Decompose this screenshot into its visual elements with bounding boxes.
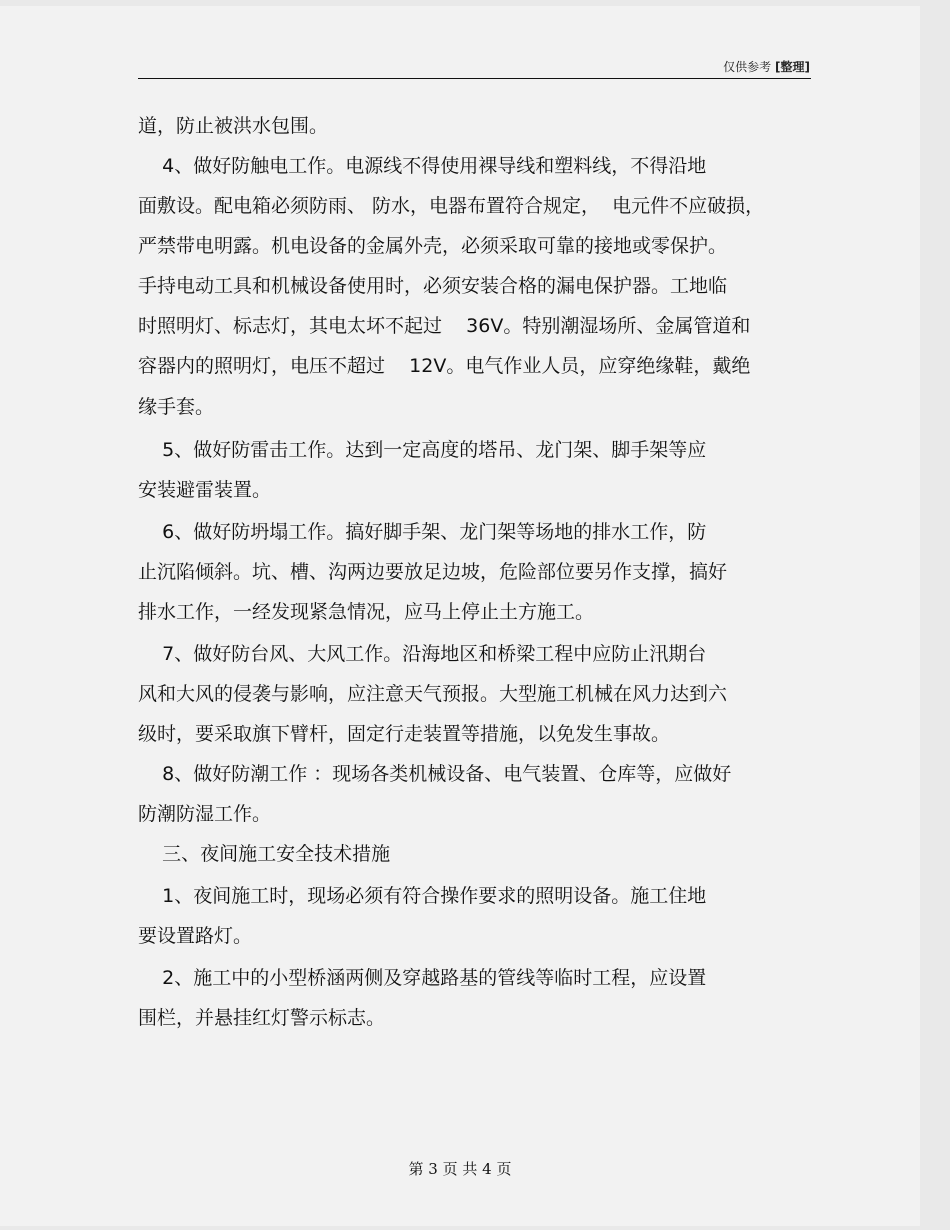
page-header xyxy=(723,58,810,75)
text-line: 手持电动工具和机械设备使用时，必须安装合格的漏电保护器。工地临 xyxy=(138,275,728,297)
document-page xyxy=(0,6,920,1226)
header-prefix: 仅供参考 xyxy=(723,60,772,74)
text-line: 时照明灯、标志灯，其电太坏不起过 36V。特别潮湿场所、金属管道和 xyxy=(138,315,751,337)
header-rule xyxy=(138,78,811,79)
header-tag: [整理] xyxy=(775,60,810,74)
text-line: 5、做好防雷击工作。达到一定高度的塔吊、龙门架、脚手架等应 xyxy=(138,439,707,461)
text-line: 7、做好防台风、大风工作。沿海地区和桥梁工程中应防止汛期台 xyxy=(138,643,707,665)
text-line: 风和大风的侵袭与影响，应注意天气预报。大型施工机械在风力达到六 xyxy=(138,683,728,705)
text-line: 止沉陷倾斜。坑、槽、沟两边要放足边坡，危险部位要另作支撑，搞好 xyxy=(138,561,728,583)
text-line: 容器内的照明灯，电压不超过 12V。电气作业人员，应穿绝缘鞋，戴绝 xyxy=(138,355,751,377)
text-line: 缘手套。 xyxy=(138,396,215,418)
text-line: 要设置路灯。 xyxy=(138,925,253,947)
text-line: 严禁带电明露。机电设备的金属外壳，必须采取可靠的接地或零保护。 xyxy=(138,235,728,257)
text-line: 防潮防湿工作。 xyxy=(138,803,272,825)
text-line: 道，防止被洪水包围。 xyxy=(138,115,329,137)
text-line: 围栏，并悬挂红灯警示标志。 xyxy=(138,1007,386,1029)
text-line: 排水工作，一经发现紧急情况，应马上停止土方施工。 xyxy=(138,601,595,623)
text-line: 6、做好防坍塌工作。搞好脚手架、龙门架等场地的排水工作，防 xyxy=(138,521,707,543)
text-line: 2、施工中的小型桥涵两侧及穿越路基的管线等临时工程，应设置 xyxy=(138,967,707,989)
text-line: 安装避雷装置。 xyxy=(138,479,272,501)
text-line: 级时，要采取旗下臂杆，固定行走装置等措施，以免发生事故。 xyxy=(138,723,671,745)
text-line: 4、做好防触电工作。电源线不得使用裸导线和塑料线，不得沿地 xyxy=(138,155,707,177)
page-number-footer: 第 3 页 共 4 页 xyxy=(408,1160,512,1178)
text-line: 1、夜间施工时，现场必须有符合操作要求的照明设备。施工住地 xyxy=(138,885,707,907)
text-line: 8、做好防潮工作 ：现场各类机械设备、电气装置、仓库等，应做好 xyxy=(138,763,732,785)
section-heading: 三、夜间施工安全技术措施 xyxy=(138,843,391,865)
text-line: 面敷设。配电箱必须防雨、 防水，电器布置符合规定， 电元件不应破损， xyxy=(138,195,765,217)
